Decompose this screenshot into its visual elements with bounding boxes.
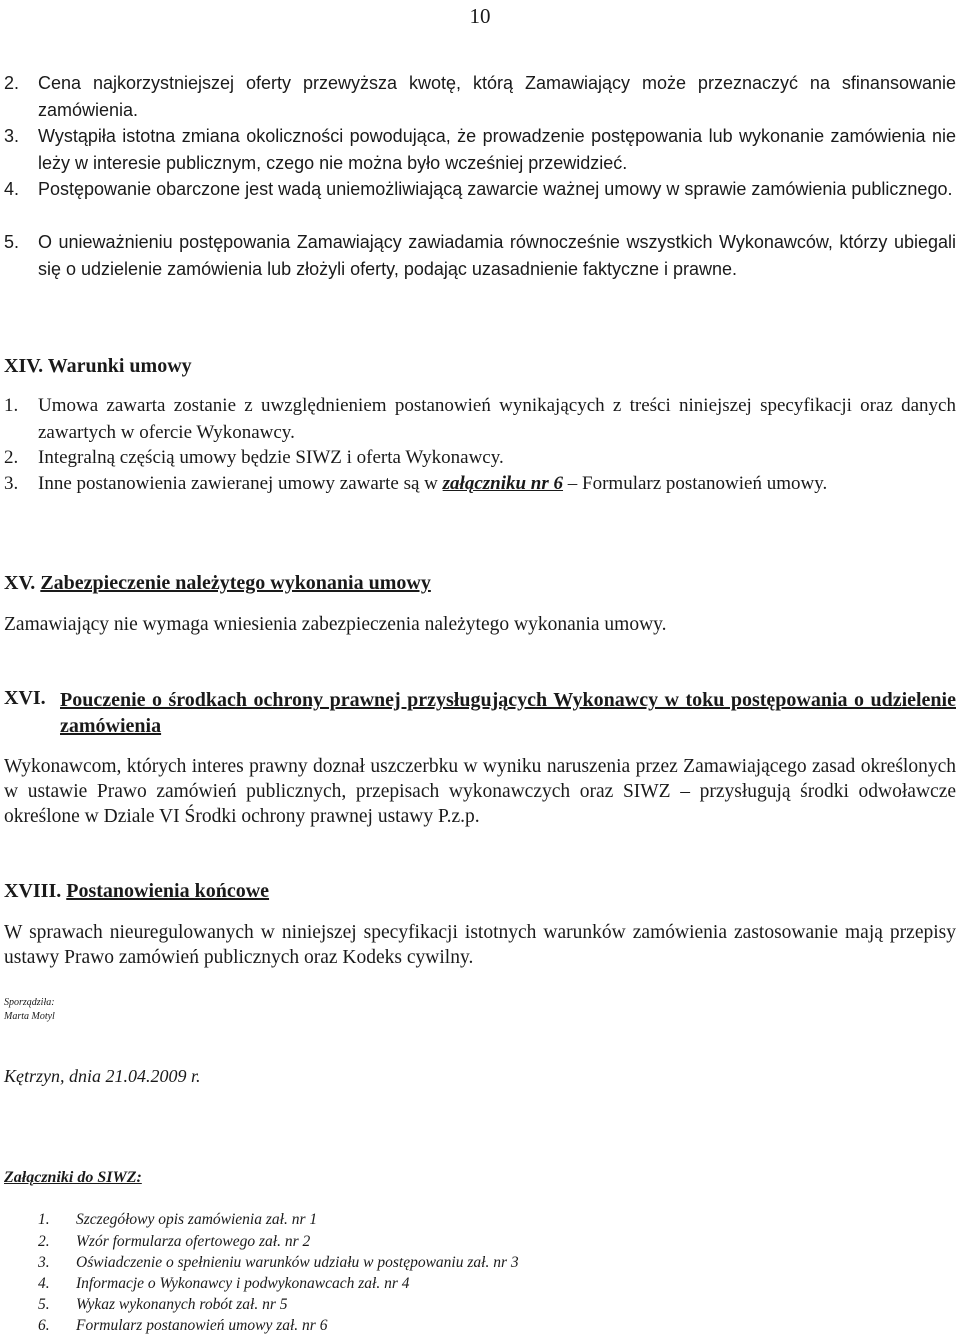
list-item — [4, 229, 956, 282]
item-number: 4. — [4, 179, 20, 199]
attachment-text: Informacje o Wykonawcy i podwykonawcach zał. nr 4 — [76, 1275, 410, 1292]
section-text: Zamawiający nie wymaga wniesienia zabezpieczenia należytego wykonania umowy. — [4, 614, 667, 635]
list-item — [4, 393, 956, 446]
place-date: Kętrzyn, dnia 21.04.2009 r. — [4, 1066, 201, 1086]
item-text-part: – Formularz postanowień umowy. — [563, 473, 828, 494]
section-heading-xiv — [4, 355, 192, 378]
prepared-by-name: Marta Motyl — [4, 1011, 55, 1022]
item-number: 5. — [4, 232, 20, 252]
item-text-part: Inne postanowienia zawieranej umowy zawarte są w — [38, 473, 443, 494]
section-number: XVIII. — [4, 880, 62, 902]
attachment-number: 4. — [38, 1275, 50, 1292]
item-text: O unieważnieniu postępowania Zamawiający zawiadamia równocześnie wszystkich Wykonawców, którzy ubiegali się o udzielenie zamówienia lub złożyli oferty, podając uzasadnienie faktyczne i prawne. — [38, 232, 956, 279]
item-number: 3. — [4, 473, 19, 494]
list-item — [4, 123, 956, 176]
attachment-number: 6. — [38, 1317, 50, 1334]
attachment-reference: załączniku nr 6 — [442, 473, 564, 494]
attachment-text: Szczegółowy opis zamówienia zał. nr 1 — [76, 1211, 318, 1228]
list-item — [4, 471, 956, 498]
attachment-number: 5. — [38, 1296, 50, 1313]
section-title: Postanowienia końcowe — [66, 880, 270, 902]
attachment-text: Oświadczenie o spełnieniu warunków udziału w postępowaniu zał. nr 3 — [76, 1254, 519, 1271]
list-item — [4, 176, 956, 203]
section-text: Wykonawcom, których interes prawny doznał uszczerbku w wyniku naruszenia przez Zamawiającego zasad określonych w ustawie Prawo zamówień publicznych, przepisach wykonawczych oraz SIWZ – przysługują środki odwoławcze określone w Dziale VI Środki ochrony prawnej ustawy P.z.p. — [4, 756, 956, 827]
item-number: 3. — [4, 126, 20, 146]
item-text: Integralną częścią umowy będzie SIWZ i oferta Wykonawcy. — [38, 447, 504, 468]
attachment-text: Formularz postanowień umowy zał. nr 6 — [76, 1317, 328, 1334]
section-heading-xviii — [4, 880, 269, 903]
attachment-number: 2. — [38, 1233, 50, 1250]
section-number: XVI. — [4, 687, 46, 709]
item-number: 2. — [4, 447, 19, 468]
item-text: Wystąpiła istotna zmiana okoliczności powodująca, że prowadzenie postępowania lub wykonanie zamówienia nie leży w interesie publicznym, czego nie można było wcześniej przewidzieć. — [38, 126, 956, 173]
section-heading-xv — [4, 572, 431, 595]
item-number: 1. — [4, 395, 19, 416]
attachments-title: Załączniki do SIWZ: — [4, 1169, 142, 1186]
section-title: Warunki umowy — [47, 355, 192, 377]
attachment-number: 1. — [38, 1211, 50, 1228]
list-item — [4, 445, 956, 472]
item-text: Postępowanie obarczone jest wadą uniemożliwiającą zawarcie ważnej umowy w sprawie zamówienia publicznego. — [38, 179, 953, 199]
item-text — [38, 471, 956, 498]
page-number: 10 — [469, 4, 491, 28]
item-text: Umowa zawarta zostanie z uwzględnieniem postanowień wynikających z treści niniejszej specyfikacji oraz danych zawartych w ofercie Wykonawcy. — [38, 395, 956, 443]
attachment-text: Wykaz wykonanych robót zał. nr 5 — [76, 1296, 288, 1313]
item-text: Cena najkorzystniejszej oferty przewyższa kwotę, którą Zamawiający może przeznaczyć na sfinansowanie zamówienia. — [38, 73, 956, 120]
attachment-text: Wzór formularza ofertowego zał. nr 2 — [76, 1233, 311, 1250]
item-number: 2. — [4, 73, 20, 93]
attachment-number: 3. — [38, 1254, 50, 1271]
section-number: XV. — [4, 572, 36, 594]
section-text: W sprawach nieuregulowanych w niniejszej specyfikacji istotnych warunków zamówienia zastosowanie mają przepisy ustawy Prawo zamówień publicznych oraz Kodeks cywilny. — [4, 922, 956, 968]
section-number: XIV. — [4, 355, 44, 377]
section-title: Pouczenie o środkach ochrony prawnej przysługujących Wykonawcy w toku postępowania o udzielenie zamówienia — [60, 689, 956, 737]
prepared-by-label: Sporządziła: — [4, 997, 55, 1008]
section-title: Zabezpieczenie należytego wykonania umowy — [40, 572, 431, 594]
list-item — [4, 70, 956, 123]
